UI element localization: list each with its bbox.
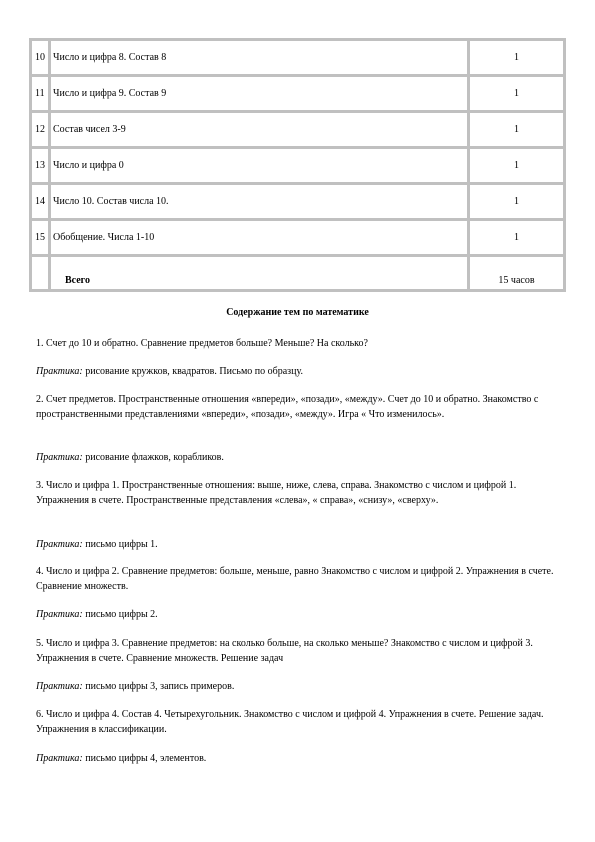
total-hours: 15 часов [498,275,535,286]
table-row [32,77,563,113]
row-topic: Состав чисел 3-9 [51,113,470,149]
practice-5-paragraph [36,679,556,694]
row-number: 10 [32,41,51,77]
practice-text: письмо цифры 1. [82,539,158,550]
practice-6-paragraph [36,751,556,766]
row-hours: 1 [470,41,563,77]
row-topic: Число и цифра 0 [51,149,470,185]
row-number: 14 [32,185,51,221]
topic-6-paragraph: 6. Число и цифра 4. Состав 4. Четырехугольник. Знакомство с числом и цифрой 4. Упражнения в счете. Решение задач. Упражнения в классификации. [36,709,544,735]
practice-4-paragraph [36,607,556,622]
total-label: Всего [51,257,470,289]
topic-3-paragraph: 3. Число и цифра 1. Пространственные отношения: выше, ниже, слева, справа. Знакомство с числом и цифрой 1. Упражнения в счете. Пространственные представления «слева», « справа», «снизу», «сверху». [36,480,517,506]
table-row [32,185,563,221]
topic-1-paragraph: 1. Счет до 10 и обратно. Сравнение предметов больше? Меньше? На сколько? [36,338,368,349]
table-row [32,149,563,185]
practice-text: письмо цифры 2. [82,609,158,620]
practice-text: письмо цифры 3, запись примеров. [82,681,235,692]
lesson-plan-table [29,38,566,292]
table-row [32,221,563,257]
row-number: 12 [32,113,51,149]
row-topic: Число 10. Состав числа 10. [51,185,470,221]
row-hours: 1 [470,221,563,257]
practice-1-paragraph [36,364,556,379]
row-topic: Обобщение. Числа 1-10 [51,221,470,257]
row-hours: 1 [470,149,563,185]
topic-2-paragraph: 2. Счет предметов. Пространственные отношения «впереди», «позади», «между». Счет до 10 и обратно. Знакомство с пространственными представлениями «впереди», «позади», «между». Игра « Что изменилось». [36,394,539,420]
practice-text: рисование кружков, квадратов. Письмо по образцу. [82,366,303,377]
practice-3-paragraph [36,537,556,552]
practice-label: Практика: [36,609,83,620]
total-empty-cell [32,257,51,289]
table-row [32,41,563,77]
topic-5-paragraph: 5. Число и цифра 3. Сравнение предметов: на сколько больше, на сколько меньше? Знакомство с числом и цифрой 3. Упражнения в счете. Сравнение множеств. Решение задач [36,638,533,664]
practice-label: Практика: [36,539,83,550]
row-hours: 1 [470,77,563,113]
practice-2-paragraph [36,450,556,465]
row-hours: 1 [470,113,563,149]
topic-4-paragraph: 4. Число и цифра 2. Сравнение предметов: больше, меньше, равно Знакомство с числом и цифрой 2. Упражнения в счете. Сравнение множеств. [36,566,554,592]
row-number: 13 [32,149,51,185]
row-number: 15 [32,221,51,257]
row-number: 11 [32,77,51,113]
row-hours: 1 [470,185,563,221]
practice-label: Практика: [36,366,83,377]
section-heading: Содержание тем по математике [226,307,369,318]
practice-text: рисование флажков, корабликов. [82,452,224,463]
row-topic: Число и цифра 9. Состав 9 [51,77,470,113]
table-row [32,113,563,149]
row-topic: Число и цифра 8. Состав 8 [51,41,470,77]
practice-text: письмо цифры 4, элементов. [82,753,207,764]
practice-label: Практика: [36,753,83,764]
table-total-row [32,257,563,289]
practice-label: Практика: [36,681,83,692]
practice-label: Практика: [36,452,83,463]
